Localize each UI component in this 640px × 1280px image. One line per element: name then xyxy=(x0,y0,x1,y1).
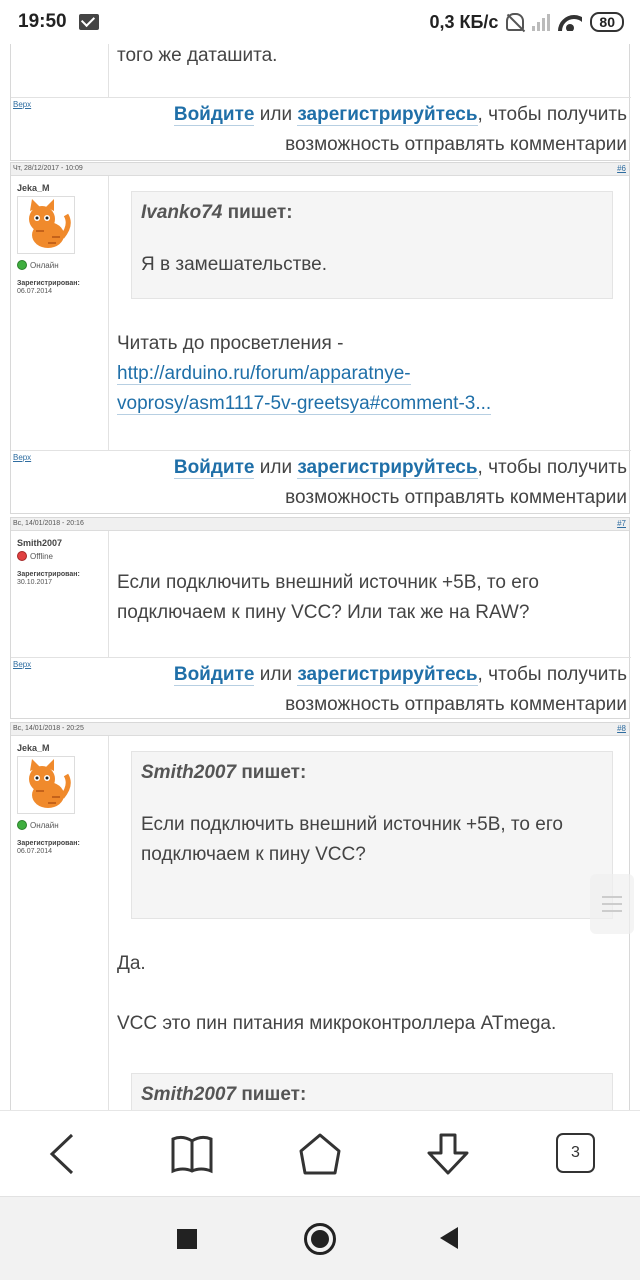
top-link[interactable]: Верх xyxy=(13,660,32,669)
battery-indicator: 80 xyxy=(590,12,624,32)
user-info xyxy=(11,176,109,450)
user-status: Онлайн xyxy=(17,820,59,830)
book-icon xyxy=(167,1129,217,1179)
login-link[interactable]: Войдите xyxy=(173,664,255,685)
quote-block: Smith2007 пишет: xyxy=(131,1073,613,1110)
top-link[interactable]: Верх xyxy=(13,453,32,462)
back-nav-button[interactable] xyxy=(440,1227,458,1249)
post-text: Читать до просветления - http://arduino.ru/forum/apparatnye-voprosy/asm1117-5v-greetsya#comment-3... xyxy=(117,333,492,414)
post-header xyxy=(11,723,629,736)
user-info xyxy=(11,531,109,657)
login-prompt: Войдите или зарегистрируйтесь, чтобы получить возможность отправлять комментарии xyxy=(173,664,627,715)
register-link[interactable]: зарегистрируйтесь xyxy=(297,664,478,685)
avatar[interactable] xyxy=(17,196,75,254)
online-dot-icon xyxy=(17,820,27,830)
quote-author: Ivanko74 xyxy=(141,202,223,223)
post-permalink[interactable]: #8 xyxy=(617,724,626,733)
post-date: Чт, 28/12/2017 - 10:09 xyxy=(13,165,83,172)
scroll-handle[interactable] xyxy=(590,874,634,934)
bookmarks-button[interactable] xyxy=(167,1129,217,1179)
wifi-icon xyxy=(558,13,582,31)
forum-post xyxy=(10,517,630,719)
status-time: 19:50 xyxy=(18,11,67,32)
login-prompt: Войдите или зарегистрируйтесь, чтобы получить возможность отправлять комментарии xyxy=(173,457,627,508)
home-icon xyxy=(295,1129,345,1179)
forum-post xyxy=(10,44,630,161)
avatar[interactable] xyxy=(17,756,75,814)
registration-info: Зарегистрирован: 06.07.2014 xyxy=(17,840,80,855)
online-dot-icon xyxy=(17,260,27,270)
post-footer xyxy=(11,657,631,720)
download-icon xyxy=(423,1129,473,1179)
quote-text: Я в замешательстве. xyxy=(141,254,328,275)
username[interactable]: Jeka_M xyxy=(17,183,50,193)
post-permalink[interactable]: #6 xyxy=(617,164,626,173)
post-text: того же даташита. xyxy=(117,45,278,66)
top-link[interactable]: Верх xyxy=(13,100,32,109)
cat-avatar-icon xyxy=(18,757,74,813)
signal-icon xyxy=(532,13,550,31)
download-button[interactable] xyxy=(423,1129,473,1179)
quote-author: Smith2007 xyxy=(141,1084,237,1105)
forum-post xyxy=(10,162,630,514)
user-info xyxy=(11,736,109,1110)
quote-text: Если подключить внешний источник +5В, то его подключаем к пину VCC? xyxy=(141,814,563,865)
user-status: Онлайн xyxy=(17,260,59,270)
browser-toolbar xyxy=(0,1110,640,1196)
forum-content[interactable] xyxy=(0,44,640,1110)
username[interactable]: Jeka_M xyxy=(17,743,50,753)
post-date: Вс, 14/01/2018 - 20:25 xyxy=(13,725,84,732)
registration-info: Зарегистрирован: 30.10.2017 xyxy=(17,571,80,586)
quote-block: Ivanko74 пишет: Я в замешательстве. xyxy=(131,191,613,299)
register-link[interactable]: зарегистрируйтесь xyxy=(297,104,478,125)
back-button[interactable] xyxy=(38,1129,88,1179)
forum-post xyxy=(10,722,630,1110)
post-text: Если подключить внешний источник +5В, то его подключаем к пину VCC? Или так же на RAW? xyxy=(117,572,539,623)
offline-dot-icon xyxy=(17,551,27,561)
registration-info: Зарегистрирован: 06.07.2014 xyxy=(17,280,80,295)
login-prompt: Войдите или зарегистрируйтесь, чтобы получить возможность отправлять комментарии xyxy=(173,104,627,155)
muted-bell-icon xyxy=(506,13,524,31)
system-nav-bar xyxy=(0,1196,640,1280)
post-link[interactable]: http://arduino.ru/forum/apparatnye-voprosy/asm1117-5v-greetsya#comment-3... xyxy=(117,363,492,414)
cat-avatar-icon xyxy=(18,197,74,253)
login-link[interactable]: Войдите xyxy=(173,104,255,125)
post-text: VCC это пин питания микроконтроллера ATmega. xyxy=(117,1013,557,1034)
mail-icon xyxy=(79,14,99,30)
user-status: Offline xyxy=(17,551,53,561)
post-text: Да. xyxy=(117,953,146,974)
post-permalink[interactable]: #7 xyxy=(617,519,626,528)
post-header xyxy=(11,163,629,176)
post-date: Вс, 14/01/2018 - 20:16 xyxy=(13,520,84,527)
status-bar xyxy=(0,0,640,44)
post-footer xyxy=(11,97,631,162)
quote-block: Smith2007 пишет: Если подключить внешний источник +5В, то его подключаем к пину VCC? xyxy=(131,751,613,919)
username[interactable]: Smith2007 xyxy=(17,538,63,548)
recents-button[interactable] xyxy=(177,1229,197,1249)
post-footer xyxy=(11,450,631,515)
post-header xyxy=(11,518,629,531)
login-link[interactable]: Войдите xyxy=(173,457,255,478)
register-link[interactable]: зарегистрируйтесь xyxy=(297,457,478,478)
network-speed: 0,3 КБ/с xyxy=(429,11,499,32)
home-nav-button[interactable] xyxy=(304,1223,336,1255)
tabs-button[interactable]: 3 xyxy=(556,1133,595,1173)
quote-author: Smith2007 xyxy=(141,762,237,783)
chevron-left-icon xyxy=(38,1129,88,1179)
home-button[interactable] xyxy=(295,1129,345,1179)
